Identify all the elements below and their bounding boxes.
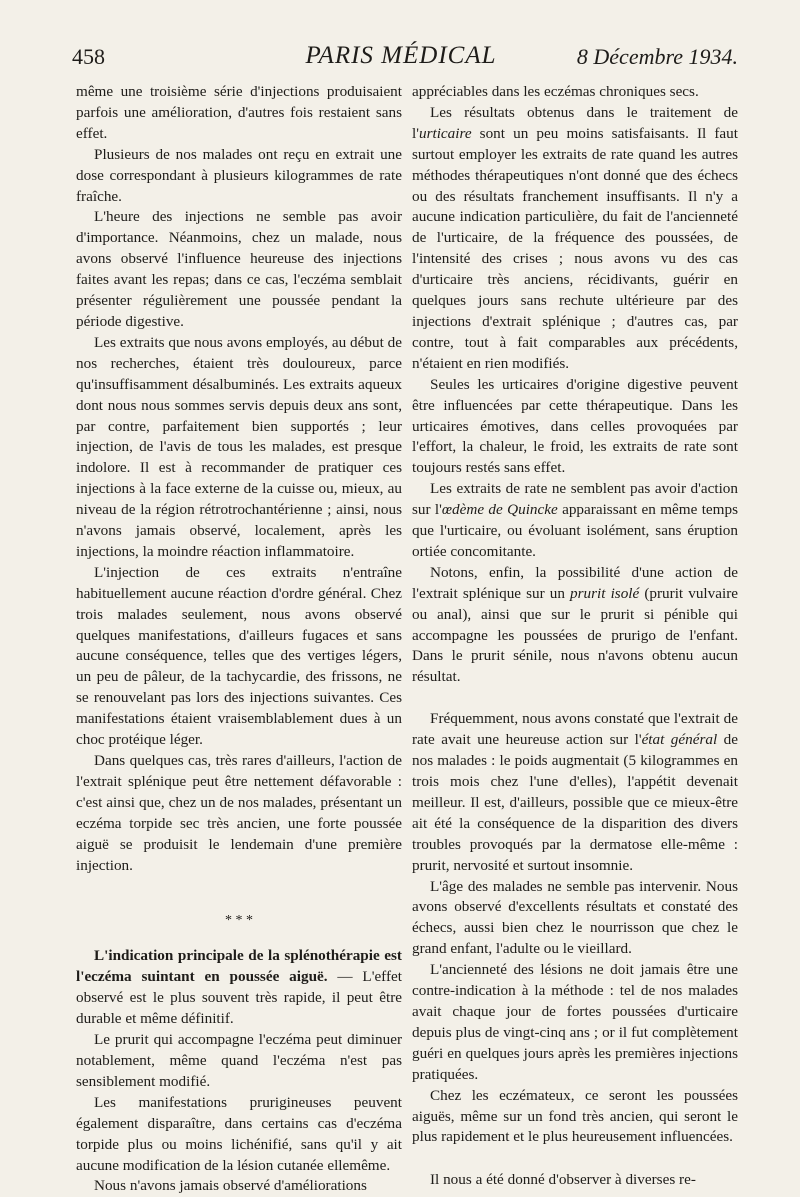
paragraph: L'heure des injections ne semble pas avoir d'importance. Néanmoins, chez un malade, nous avons observé l'influence heureuse des injections faites avant les repas; dans ce cas, l'eczéma semblait présenter régulièrement une poussée pendant la période digestive. [76, 208, 402, 330]
left-column [76, 82, 402, 1197]
paragraph-gap [412, 688, 738, 709]
paragraph: Seules les urticaires d'origine digestive peuvent être influencées par cette thérapeutique. Dans les urticaires émotives, dans celles provoquées par l'effort, la chaleur, le froid, les extraits de rate sont toujours restés sans effet. [412, 375, 738, 477]
paragraph: Le prurit qui accompagne l'eczéma peut diminuer notablement, même quand l'eczéma n'est pas sensiblement modifié. [76, 1031, 402, 1090]
section-paragraph [76, 946, 402, 1030]
paragraph: L'âge des malades ne semble pas intervenir. Nous avons observé d'excellents résultats et constaté des échecs, aussi bien chez le nourrisson que chez le grand enfant, l'adulte ou le vieillard. [412, 877, 738, 958]
emphasis: œdème de Quincke [441, 501, 558, 519]
paragraph: Nous n'avons jamais observé d'améliorations [94, 1177, 367, 1195]
section-text: — L'effet observé est le plus souvent très rapide, il peut être durable et même définitif. [76, 968, 402, 1028]
paragraph: Chez les eczémateux, ce seront les poussées aiguës, même sur un fond très ancien, qui seront le plus rapidement et le plus heureusement influencées. [412, 1086, 738, 1146]
paragraph: Notons, enfin, la possibilité d'une action de l'extrait splénique sur un prurit isolé (prurit vulvaire ou anal), ainsi que sur le prurit si pénible qui accompagne les poussées de prurigo de l'enfant. Dans le prurit sénile, nous n'avons obtenu aucun résultat. [412, 563, 738, 686]
paragraph: L'ancienneté des lésions ne doit jamais être une contre-indication à la méthode : tel de nos malades avait chaque jour de fortes poussées d'urticaire depuis plus de vingt-cinq ans ; or il fut complètement guéri en quelques jours après les premières injections pratiquées. [412, 961, 738, 1083]
right-column [412, 82, 738, 1191]
paragraph: L'injection de ces extraits n'entraîne habituellement aucune réaction d'ordre général. Chez trois malades seulement, nous avons observé quelques manifestations, d'ailleurs fugaces et sans aucune conséquence, telles que des vertiges légers, un peu de pâleur, de la tachycardie, des frissons, ne se renouvelant pas lors des injections suivantes. Ces manifestations étaient vraisemblablement dues à un choc protéique léger. [76, 563, 402, 749]
emphasis: urticaire [418, 124, 472, 142]
paragraph: Dans quelques cas, très rares d'ailleurs, l'action de l'extrait splénique peut être nettement défavorable : c'est ainsi que, chez un de nos malades, présentant un eczéma torpide sec très ancien, une forte poussée aiguë se produisit le lendemain d'une première injection. [76, 752, 402, 874]
paragraph: appréciables dans les eczémas chroniques secs. [412, 83, 699, 100]
section-heading: L'indication principale de la splénothérapie est l'eczéma suintant en poussée aiguë. [76, 947, 402, 986]
paragraph: Les résultats obtenus dans le traitement de l'urticaire sont un peu moins satisfaisants. Il faut surtout employer les extraits de rate quand les autres méthodes thérapeutiques n'ont donné que des échecs ou des résultats franchement insuffisants. Il n'y a aucune indication particulière, du fait de l'ancienneté de l'urticaire, de la fréquence des poussées, de l'intensité des crises ; nous avons vu des cas d'urticaire très anciens, récidivants, guérir en quelques jours sans rechute ultérieure par des injections d'extrait splénique ; d'autres cas, par contre, tout à fait comparables aux précédents, n'étaient en rien modifiés. [412, 103, 738, 372]
paragraph: même une troisième série d'injections produisaient parfois une amélioration, d'autres fois restaient sans effet. [76, 83, 402, 142]
emphasis: prurit isolé [570, 584, 640, 602]
paragraph: Plusieurs de nos malades ont reçu en extrait une dose correspondant à plusieurs kilogrammes de rate fraîche. [76, 145, 402, 205]
page-number: 458 [72, 44, 105, 69]
paragraph-gap [412, 1148, 738, 1170]
paragraph: Il nous a été donné d'observer à diverses re- [430, 1171, 696, 1189]
paragraph: Les manifestations prurigineuses peuvent également disparaître, dans certains cas d'eczéma torpide plus ou moins lichénifié, sans qu'il y ait aucune modification de la lésion cutanée ellemême. [76, 1093, 402, 1174]
issue-date: 8 Décembre 1934. [576, 44, 738, 69]
paragraph: Fréquemment, nous avons constaté que l'extrait de rate avait une heureuse action sur l'état général de nos malades : le poids augmentait (5 kilogrammes en trois mois chez l'une d'elles), l'appétit devenait meilleur. Il est, d'ailleurs, possible que ce mieux-être ait été la conséquence de la disparition des divers troubles provoqués par la dermatose elle-même : prurit, nervosité et surtout insomnie. [412, 710, 738, 874]
emphasis: état général [641, 731, 718, 749]
paragraph: Les extraits que nous avons employés, au début de nos recherches, étaient très douloureux, parce qu'insuffisamment désalbuminés. Les extraits aqueux dont nous nous sommes servis depuis deux ans sont, par contre, parfaitement bien supportés ; leur injection, de l'avis de tous les malades, est presque indolore. Il est à recommander de pratiquer ces injections à la face externe de la cuisse ou, mieux, au niveau de la région rétrotrochantérienne ; ainsi, nous n'avons jamais observé, localement, après les injections, la moindre réaction inflammatoire. [76, 333, 402, 560]
paragraph: Les extraits de rate ne semblent pas avoir d'action sur l'œdème de Quincke apparaissant en même temps que l'urticaire, ou évoluant isolément, sans éruption ortiée concomitante. [412, 480, 738, 560]
journal-title: PARIS MÉDICAL [305, 42, 497, 69]
running-header [64, 40, 738, 76]
section-separator: * * * [225, 913, 253, 929]
